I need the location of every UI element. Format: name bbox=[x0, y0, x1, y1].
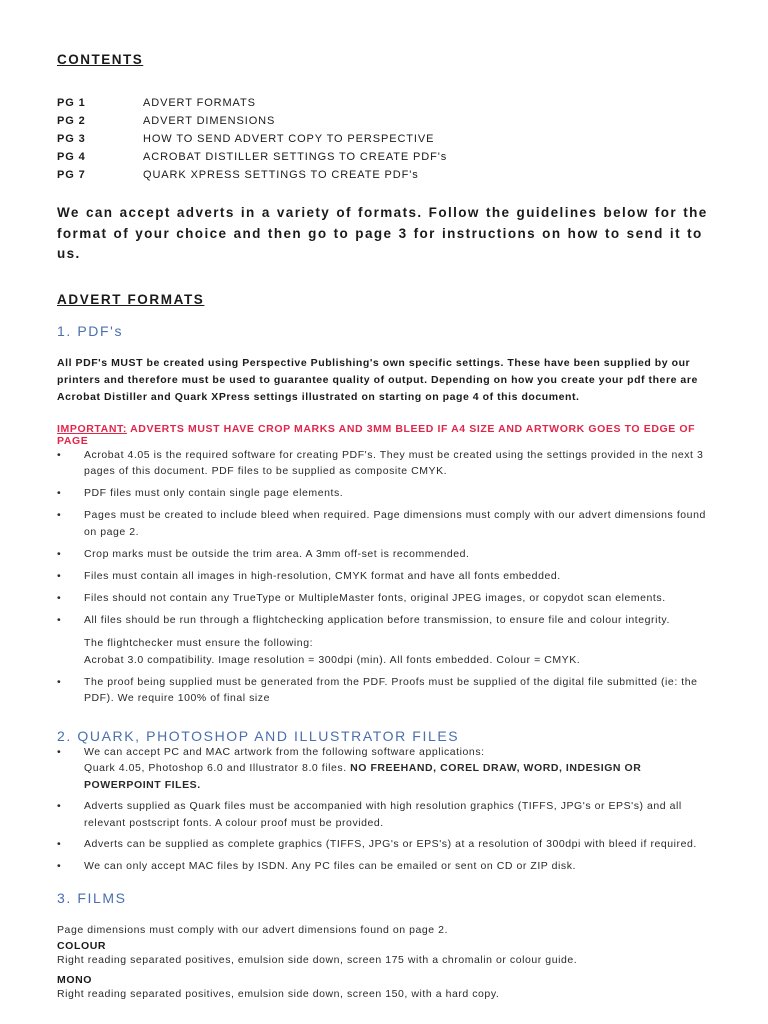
intro-paragraph: We can accept adverts in a variety of formats. Follow the guidelines below for the format of your choice and then go to page 3 for instructions on how to send it to us. bbox=[57, 205, 708, 261]
list-item: • Adverts can be supplied as complete graphics (TIFFS, JPG's or EPS's) at a resolution of 300dpi with bleed if required. bbox=[57, 836, 713, 853]
contents-page-number: PG 2 bbox=[57, 115, 86, 127]
contents-item-title: ACROBAT DISTILLER SETTINGS TO CREATE PDF's bbox=[143, 151, 448, 163]
bullet-icon: • bbox=[57, 487, 62, 499]
contents-item-title: ADVERT DIMENSIONS bbox=[143, 115, 276, 127]
document-page bbox=[57, 52, 713, 1002]
flightcheck-requirements: Acrobat 3.0 compatibility. Image resolution = 300dpi (min). All fonts embedded. Colour = CMYK. bbox=[84, 653, 581, 666]
contents-item-title: HOW TO SEND ADVERT COPY TO PERSPECTIVE bbox=[143, 133, 435, 145]
important-notice bbox=[57, 423, 713, 447]
list-item: • Pages must be created to include bleed when required. Page dimensions must comply with our advert dimensions found on page 2. bbox=[57, 509, 706, 538]
bullet-icon: • bbox=[57, 745, 62, 758]
bullet-icon: • bbox=[57, 859, 62, 872]
contents-list bbox=[57, 94, 713, 184]
list-item: • We can accept PC and MAC artwork from the following software applications: Quark 4.05, Photoshop 6.0 and Illustrator 8.0 files. NO FREEHAND, COREL DRAW, WORD, INDESIGN OR POWERPOINT FILES. bbox=[57, 745, 642, 791]
bullet-icon: • bbox=[57, 613, 62, 626]
contents-item bbox=[57, 130, 713, 148]
colour-label: COLOUR bbox=[57, 940, 107, 952]
bullet-icon: • bbox=[57, 675, 62, 688]
contents-heading: CONTENTS bbox=[57, 52, 144, 67]
list-item: • Acrobat 4.05 is the required software for creating PDF's. They must be created using the settings provided in the next 3 pages of this document. PDF files to be supplied as composite CMYK. bbox=[57, 448, 704, 477]
bullet-icon: • bbox=[57, 569, 62, 582]
list-item: • PDF files must only contain single page elements. bbox=[57, 485, 713, 502]
bullet-icon: • bbox=[57, 547, 62, 560]
quark-requirements-list bbox=[57, 744, 713, 875]
bullet-icon: • bbox=[57, 800, 62, 812]
list-item: • Files should not contain any TrueType or MultipleMaster fonts, original JPEG images, or copydot scan elements. bbox=[57, 590, 713, 607]
contents-page-number: PG 7 bbox=[57, 169, 86, 181]
mono-text: Right reading separated positives, emulsion side down, screen 150, with a hard copy. bbox=[57, 988, 500, 1000]
list-item: • The proof being supplied must be generated from the PDF. Proofs must be supplied of the digital file submitted (ie: the PDF). We require 100% of final size bbox=[57, 675, 698, 704]
films-section-heading: 3. FILMS bbox=[57, 890, 127, 906]
flightcheck-note: The flightchecker must ensure the following: bbox=[84, 637, 314, 649]
list-item: • Crop marks must be outside the trim area. A 3mm off-set is recommended. bbox=[57, 546, 713, 563]
pdf-section-heading: 1. PDF's bbox=[57, 322, 124, 339]
contents-page-number: PG 4 bbox=[57, 151, 86, 163]
list-item: • Adverts supplied as Quark files must be accompanied with high resolution graphics (TIFFS, JPG's or EPS's) and all relevant postscript fonts. A colour proof must be provided. bbox=[57, 800, 682, 829]
contents-item bbox=[57, 94, 713, 112]
films-intro: Page dimensions must comply with our advert dimensions found on page 2. bbox=[57, 924, 448, 936]
contents-item bbox=[57, 112, 713, 130]
important-label: IMPORTANT: bbox=[57, 422, 127, 435]
contents-page-number: PG 1 bbox=[57, 97, 86, 109]
contents-item bbox=[57, 166, 713, 184]
pdf-intro-paragraph: All PDF's MUST be created using Perspective Publishing's own specific settings. These have been supplied by our printers and therefore must be used to guarantee quality of output. Depending on how you create your pdf there are Acrobat Distiller and Quark XPress settings illustrated on starting on page 4 of this document. bbox=[57, 356, 698, 403]
bullet-icon: • bbox=[57, 448, 62, 461]
pdf-requirements-list bbox=[57, 447, 713, 707]
mono-label: MONO bbox=[57, 974, 93, 986]
list-item: • We can only accept MAC files by ISDN. Any PC files can be emailed or sent on CD or ZIP disk. bbox=[57, 858, 713, 875]
important-text: ADVERTS MUST HAVE CROP MARKS AND 3MM BLEED IF A4 SIZE AND ARTWORK GOES TO EDGE OF PAGE bbox=[57, 422, 696, 447]
contents-item bbox=[57, 148, 713, 166]
list-item: • Files must contain all images in high-resolution, CMYK format and have all fonts embedded. bbox=[57, 568, 713, 585]
bullet-icon: • bbox=[57, 591, 62, 604]
advert-formats-heading: ADVERT FORMATS bbox=[57, 291, 205, 307]
list-item: • All files should be run through a flightchecking application before transmission, to ensure file and colour integrity. The flightchecker must ensure the following: Acrobat 3.0 compatibility. Image resolution = 300dpi (min). All fonts embedded. Colour = CMYK. bbox=[57, 612, 713, 669]
contents-page-number: PG 3 bbox=[57, 133, 86, 145]
colour-text: Right reading separated positives, emulsion side down, screen 175 with a chromalin or colour guide. bbox=[57, 954, 578, 966]
quark-section-heading: 2. QUARK, PHOTOSHOP AND ILLUSTRATOR FILES bbox=[57, 727, 460, 744]
bullet-icon: • bbox=[57, 838, 62, 850]
contents-item-title: ADVERT FORMATS bbox=[143, 97, 256, 109]
bullet-icon: • bbox=[57, 509, 62, 521]
contents-item-title: QUARK XPRESS SETTINGS TO CREATE PDF's bbox=[143, 169, 419, 181]
